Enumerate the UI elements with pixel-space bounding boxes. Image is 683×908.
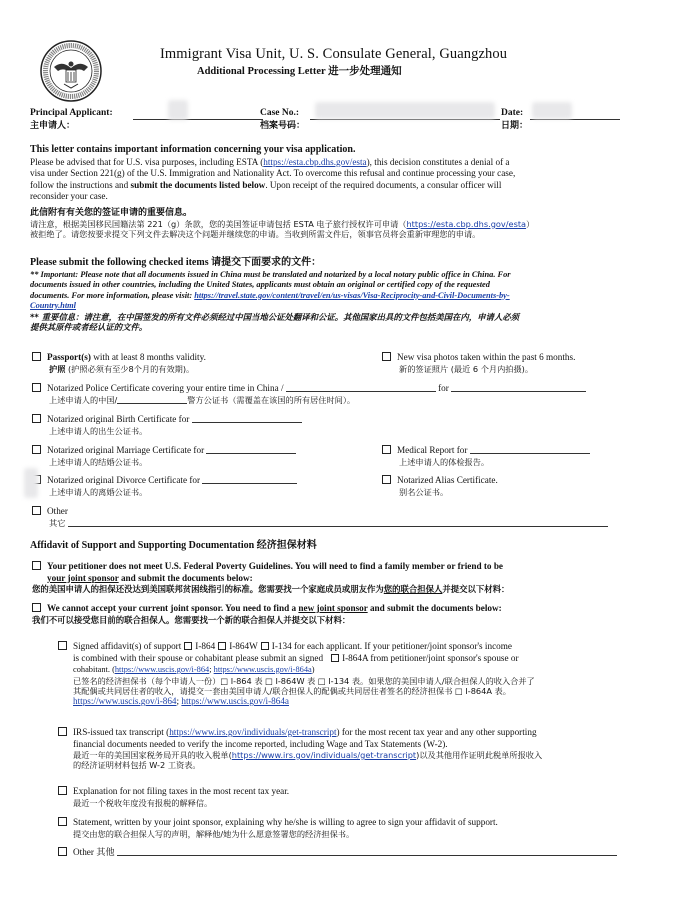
important-line-1: ** Important: Please note that all documents issued in China must be translated and notarized by a local notary public office in China. For bbox=[30, 269, 511, 279]
alias-item: Notarized Alias Certificate. 别名公证书。 bbox=[382, 475, 498, 497]
case-label: Case No.: bbox=[260, 108, 300, 118]
esta-link[interactable]: https://esta.cbp.dhs.gov/esta bbox=[263, 156, 367, 167]
intro-line-1: Please be advised that for U.S. visa purposes, including ESTA (https://esta.cbp.dhs.gov/esta), this decision constitutes a denial of a bbox=[30, 156, 510, 167]
passport-checkbox[interactable] bbox=[32, 352, 41, 361]
intro-heading: This letter contains important information concerning your visa application. bbox=[30, 144, 356, 155]
tax-transcript-item: IRS-issued tax transcript (https://www.irs.gov/individuals/get-transcript) for the most recent tax year and any other supporting financial documents needed to verify the income reported, including Wage and Tax Statements (W-2). 最近一年的美国国家税务局开具的收入税单(https://www.irs.gov/individuals/get-transcript)以及其他用作证明此税单所报收入 的经济证明材料包括 W-2 工资表。 bbox=[58, 727, 542, 771]
intro-cn-line-1: 请注意，根据美国移民国籍法第 221（g）条款，您的美国签证申请包括 ESTA 电子旅行授权许可申请（https://esta.cbp.dhs.gov/esta） bbox=[30, 218, 535, 229]
poverty-item: Your petitioner does not meet U.S. Federal Poverty Guidelines. You will need to find a family member or friend to be your joint sponsor and submit the documents below: 您的美国申请人的担保还没达到美国联邦贫困线指引的标准。您需要找一个家庭成员或朋友作为您的联合担保人并提交以下材料： bbox=[32, 561, 510, 594]
redacted-applicant bbox=[168, 100, 188, 120]
medical-checkbox[interactable] bbox=[382, 445, 391, 454]
i864a-checkbox[interactable] bbox=[331, 654, 339, 662]
marriage-item: Notarized original Marriage Certificate for 上述申请人的结婚公证书。 bbox=[32, 445, 296, 467]
redacted-mark bbox=[24, 468, 38, 498]
intro-line-2: visa under Section 221(g) of the U.S. Immigration and Nationality Act. To overcome this refusal and continue processing your case, bbox=[30, 168, 516, 178]
i134-checkbox[interactable] bbox=[261, 642, 269, 650]
intro-heading-cn: 此信附有有关您的签证申请的重要信息。 bbox=[30, 207, 193, 218]
i864-checkbox[interactable] bbox=[184, 642, 192, 650]
photos-item: New visa photos taken within the past 6 months. 新的签证照片 (最近 6 个月内拍摄)。 bbox=[382, 352, 575, 374]
affidavit-other-item: Other 其他 bbox=[58, 847, 617, 859]
irs-link-cn[interactable]: https://www.irs.gov/individuals/get-transcript bbox=[231, 750, 417, 760]
i864-link-cn[interactable]: https://www.uscis.gov/i-864 bbox=[73, 696, 177, 706]
date-label: Date: bbox=[501, 108, 524, 118]
important-cn-1: ** 重要信息：请注意，在中国签发的所有文件必须经过中国当地公证处翻译和公证。其他国家出具的文件包括美国在内，申请人必须 bbox=[30, 311, 520, 322]
birth-checkbox[interactable] bbox=[32, 414, 41, 423]
affidavit-forms-item: Signed affidavit(s) of support I-864 I-864W I-134 for each applicant. If your petitioner/joint sponsor's income is combined with their spouse or cohabitant please submit an signed I-864A from petitioner/joint sponsor's spouse or cohabitant. (https://www.uscis.gov/i-864; https://www.uscis.gov/i-864a) 已签名的经济担保书（每个申请人一份）□ I-864 表 □ I-864W 表 □ I-134 表。如果您的美国申请人/联合担保人的收入合并了 其配偶或共同居住者的收入，请提交一套由美国申请人/联合担保人的配偶或共同居住者签名的经济担保书 □ I-864A 表。 https://www.uscis.gov/i-864; https://www.uscis.gov/i-864a bbox=[58, 641, 535, 708]
applicant-label-cn: 主申请人： bbox=[30, 121, 76, 131]
divorce-item: Notarized original Divorce Certificate for 上述申请人的离婚公证书。 bbox=[32, 475, 297, 497]
date-label-cn: 日期： bbox=[501, 121, 529, 131]
i864-link[interactable]: https://www.uscis.gov/i-864 bbox=[114, 665, 210, 674]
sponsor-checkbox[interactable] bbox=[32, 603, 41, 612]
esta-link-cn[interactable]: https://esta.cbp.dhs.gov/esta bbox=[406, 218, 527, 229]
i864a-link[interactable]: https://www.uscis.gov/i-864a bbox=[213, 665, 312, 674]
checked-items-section bbox=[30, 257, 658, 333]
i864w-checkbox[interactable] bbox=[218, 642, 226, 650]
marriage-checkbox[interactable] bbox=[32, 445, 41, 454]
consulate-title: Immigrant Visa Unit, U. S. Consulate General, Guangzhou bbox=[160, 46, 508, 62]
intro-line-3: follow the instructions and submit the documents listed below. Upon receipt of the required documents, a consular officer will bbox=[30, 179, 502, 190]
important-line-3: documents. For more information, please visit: https://travel.state.gov/content/travel/en/us-visas/Visa-Reciprocity-and-Civil-Documents-by- bbox=[30, 290, 510, 300]
tax-explanation-checkbox[interactable] bbox=[58, 786, 67, 795]
intro-section bbox=[30, 144, 658, 239]
other-item: Other 其它 bbox=[32, 506, 608, 528]
sponsor-statement-checkbox[interactable] bbox=[58, 817, 67, 826]
case-fields bbox=[30, 108, 670, 134]
poverty-checkbox[interactable] bbox=[32, 561, 41, 570]
reciprocity-link[interactable]: https://travel.state.gov/content/travel/en/us-visas/Visa-Reciprocity-and-Civil-Documents-by- bbox=[194, 290, 510, 300]
case-label-cn: 档案号码： bbox=[260, 121, 306, 131]
applicant-label: Principal Applicant: bbox=[30, 108, 113, 118]
i864a-link-cn[interactable]: https://www.uscis.gov/i-864a bbox=[181, 696, 289, 706]
redacted-case bbox=[315, 102, 495, 119]
other-checkbox[interactable] bbox=[32, 506, 41, 515]
department-of-state-seal bbox=[40, 40, 102, 102]
reciprocity-link-end[interactable]: Country.html bbox=[30, 301, 77, 310]
important-line-2: documents issued in other countries, including the United States, applicants must obtain an original or certified copy of the requested bbox=[30, 280, 490, 289]
sponsor-item: We cannot accept your current joint sponsor. You need to find a new joint sponsor and submit the documents below: 我们不可以接受您目前的联合担保人。您需要找一个新的联合担保人并提交以下材料： bbox=[32, 603, 502, 625]
affidavit-heading: Affidavit of Support and Supporting Documentation 经济担保材料 bbox=[30, 540, 317, 551]
letter-subtitle: Additional Processing Letter 进一步处理通知 bbox=[197, 66, 402, 77]
medical-item: Medical Report for 上述申请人的体检报告。 bbox=[382, 445, 590, 467]
tax-transcript-checkbox[interactable] bbox=[58, 727, 67, 736]
birth-item: Notarized original Birth Certificate for 上述申请人的出生公证书。 bbox=[32, 414, 302, 436]
alias-checkbox[interactable] bbox=[382, 475, 391, 484]
intro-cn-line-2: 被拒绝了。请您按要求提交下列文件去解决这个问题并继续您的申请。当收到所需文件后，领事官员将会重新审理您的申请。 bbox=[30, 229, 481, 239]
affidavit-section bbox=[30, 540, 658, 553]
passport-item: Passport(s) with at least 8 months validity. 护照 (护照必须有至少8个月的有效期)。 bbox=[32, 352, 206, 374]
affidavit-other-checkbox[interactable] bbox=[58, 847, 67, 856]
redacted-date bbox=[532, 102, 572, 119]
applicant-line bbox=[133, 109, 263, 120]
checked-heading: Please submit the following checked items 请提交下面要求的文件： bbox=[30, 257, 322, 268]
intro-line-4: reconsider your case. bbox=[30, 191, 108, 201]
irs-link[interactable]: https://www.irs.gov/individuals/get-transcript bbox=[169, 727, 337, 737]
police-item: Notarized Police Certificate covering your entire time in China / for 上述申请人的中国/ 警方公证书（需覆盖在该国的所有居住时间）。 bbox=[32, 383, 586, 405]
photos-checkbox[interactable] bbox=[382, 352, 391, 361]
tax-explanation-item: Explanation for not filing taxes in the most recent tax year. 最近一个税收年度没有报税的解释信。 bbox=[58, 786, 289, 808]
affidavit-forms-checkbox[interactable] bbox=[58, 641, 67, 650]
important-cn-2: 提供其原件或者经认证的文件。 bbox=[30, 322, 148, 332]
police-checkbox[interactable] bbox=[32, 383, 41, 392]
important-line-4 bbox=[30, 301, 658, 312]
sponsor-statement-item: Statement, written by your joint sponsor, explaining why he/she is willing to agree to sign your affidavit of support. 提交由您的联合担保人写的声明，解释他/她为什么愿意签署您的经济担保书。 bbox=[58, 817, 498, 839]
